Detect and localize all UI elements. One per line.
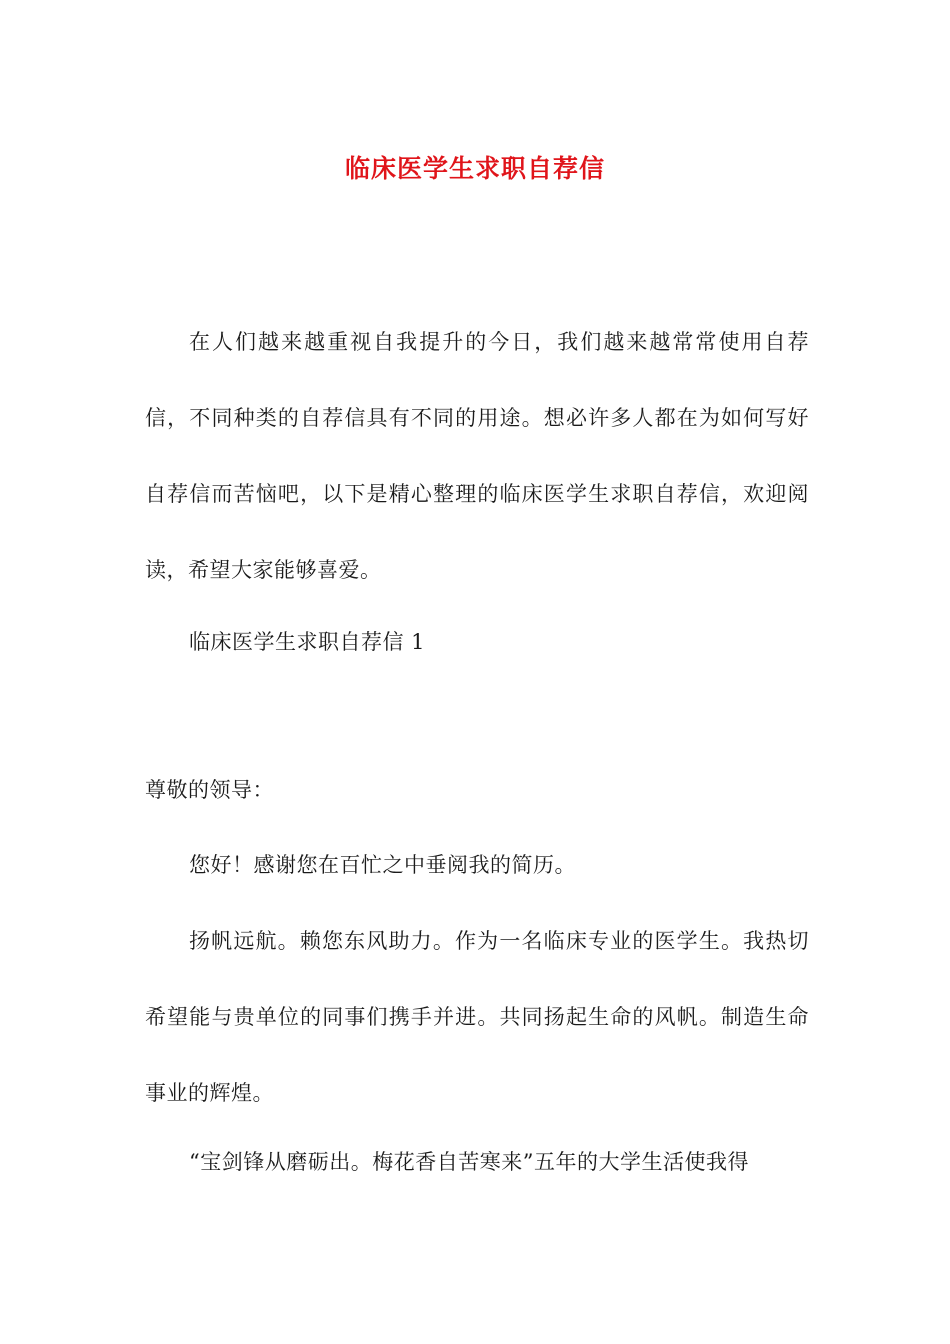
body-paragraph-1: 扬帆远航。赖您东风助力。作为一名临床专业的医学生。我热切希望能与贵单位的同事们携手并进。共同扬起生命的风帆。制造生命事业的辉煌。 <box>145 929 809 1105</box>
document-title: 临床医学生求职自荐信 <box>344 153 605 183</box>
body-paragraph-2: “宝剑锋从磨砺出。梅花香自苦寒来”五年的大学生活使我得 <box>189 1150 749 1174</box>
intro-paragraph: 在人们越来越重视自我提升的今日，我们越来越常常使用自荐信，不同种类的自荐信具有不同的用途。想必许多人都在为如何写好自荐信而苦恼吧，以下是精心整理的临床医学生求职自荐信，欢迎阅读，希望大家能够喜爱。 <box>145 330 809 582</box>
section-heading: 临床医学生求职自荐信 1 <box>189 630 426 654</box>
greeting-paragraph: 您好！感谢您在百忙之中垂阅我的简历。 <box>189 853 576 877</box>
salutation: 尊敬的领导： <box>145 778 274 802</box>
